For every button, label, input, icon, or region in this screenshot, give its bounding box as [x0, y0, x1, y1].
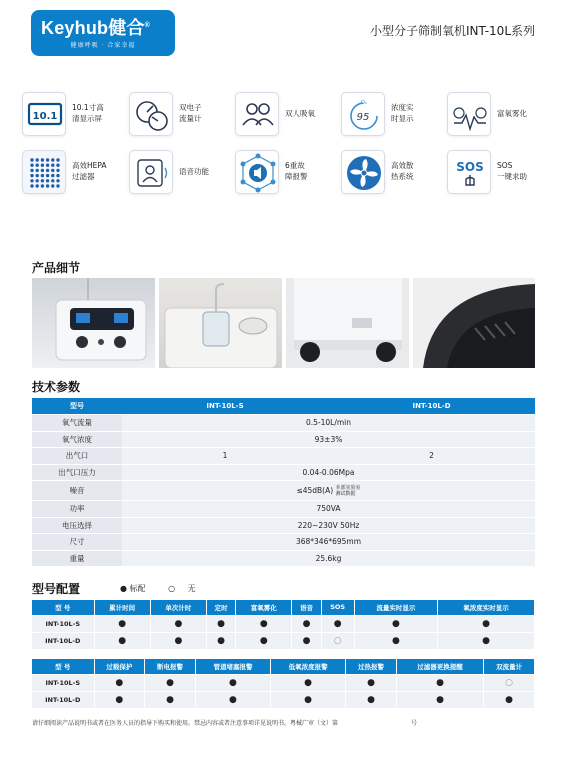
feature-availability: ● [150, 615, 206, 632]
column-header: 过载保护 [94, 659, 145, 674]
table-row [32, 448, 535, 465]
feature-availability: ○ [484, 674, 535, 691]
feature-availability: ● [207, 615, 236, 632]
column-header: 氧浓度实时显示 [438, 600, 535, 615]
feature-availability: ● [346, 691, 397, 708]
svg-text:95: 95 [356, 112, 370, 123]
table-header-row [32, 398, 535, 415]
feature-availability: ● [236, 632, 292, 649]
feature-label: 流量计 [179, 114, 202, 123]
column-header: 富氧雾化 [236, 600, 292, 615]
row-value-d: 2 [328, 448, 535, 465]
feature-availability: ● [346, 674, 397, 691]
table-row [32, 415, 535, 432]
svg-text:10.1: 10.1 [32, 111, 58, 122]
feature-availability: ● [195, 674, 270, 691]
page-title: 小型分子筛制氧机INT-10L系列 [369, 24, 535, 38]
table-row [32, 615, 535, 632]
product-photos [32, 278, 535, 368]
row-label: INT-10L-S [32, 615, 94, 632]
table-row [32, 534, 535, 551]
config-table-1 [32, 600, 535, 650]
column-header: 断电报警 [145, 659, 196, 674]
row-label: 噪音 [32, 481, 122, 501]
atomization-icon [447, 92, 491, 136]
feature-label: 6重故 [285, 161, 305, 170]
table-row [32, 517, 535, 534]
spec-table [32, 398, 535, 567]
table-row [32, 674, 535, 691]
column-header: INT-10L-S [122, 398, 328, 415]
table-row [32, 501, 535, 518]
row-value: 25.6kg [122, 550, 535, 567]
feature-availability: ● [354, 632, 437, 649]
feature-label: 10.1寸高 [72, 103, 104, 112]
voice-icon [129, 150, 173, 194]
photo-control-panel [32, 278, 155, 368]
table-row [32, 481, 535, 501]
legend-empty: ○ 无 [168, 584, 196, 593]
row-label: 氧气浓度 [32, 431, 122, 448]
row-value: 750VA [122, 501, 535, 518]
feature-availability: ● [354, 615, 437, 632]
column-header: SOS [321, 600, 354, 615]
feature-availability: ○ [321, 632, 354, 649]
row-value: 0.04-0.06Mpa [122, 464, 535, 481]
noise-value: ≤45dB(A) [296, 485, 334, 495]
table-row [32, 431, 535, 448]
concentration-icon [341, 92, 385, 136]
feature-label: 时显示 [391, 114, 414, 123]
feature-label: 高效散 [391, 161, 414, 170]
column-header: 型 号 [32, 659, 94, 674]
column-header: 定时 [207, 600, 236, 615]
column-header: 过热报警 [346, 659, 397, 674]
feature-availability: ● [145, 674, 196, 691]
svg-text:SOS: SOS [456, 160, 484, 174]
feature-availability: ● [195, 691, 270, 708]
row-label: 尺寸 [32, 534, 122, 551]
row-value: 368*346*695mm [122, 534, 535, 551]
row-value: 220~230V 50Hz [122, 517, 535, 534]
footer-disclaimer: 请仔细阅读产品说明书或者在医务人员的指导下购买和使用。禁忌内容或者注意事项详见说明书。粤械广审（文）第 [32, 720, 339, 727]
feature-label: SOS [497, 161, 513, 170]
feature-availability: ● [94, 632, 150, 649]
feature-label: 语音功能 [179, 167, 209, 176]
noise-note: 本部实验室 测试数据 [335, 484, 361, 497]
photo-wheels [286, 278, 409, 368]
feature-label: 一键求助 [497, 172, 527, 181]
brand-tagline: 健康呼吸 · 合家幸福 [70, 42, 136, 49]
feature-availability: ● [292, 615, 321, 632]
hepa-filter-icon [22, 150, 66, 194]
feature-availability: ● [207, 632, 236, 649]
feature-label: 障报警 [285, 172, 308, 181]
table-header-row [32, 659, 535, 674]
row-label: 重量 [32, 550, 122, 567]
feature-availability: ● [396, 691, 483, 708]
table-row [32, 691, 535, 708]
column-header: 低氧浓度报警 [271, 659, 346, 674]
feature-label: 热系统 [391, 172, 414, 181]
column-header: 累计时间 [94, 600, 150, 615]
table-header-row [32, 600, 535, 615]
legend-filled: ● 标配 [120, 584, 146, 593]
column-header: 单次计时 [150, 600, 206, 615]
section-title-specs: 技术参数 [32, 380, 81, 394]
feature-availability: ● [94, 674, 145, 691]
photo-vent [413, 278, 535, 368]
section-title-config: 型号配置 [32, 582, 81, 596]
feature-label: 双人吸氧 [285, 109, 315, 118]
dual-gauge-icon [129, 92, 173, 136]
feature-availability: ● [484, 691, 535, 708]
column-header: 语音 [292, 600, 321, 615]
feature-availability: ● [292, 632, 321, 649]
table-row [32, 464, 535, 481]
feature-availability: ● [150, 632, 206, 649]
row-label: 功率 [32, 501, 122, 518]
feature-availability: ● [145, 691, 196, 708]
display-icon [22, 92, 66, 136]
brand-name: Keyhub健合® [41, 18, 150, 38]
column-header: 型 号 [32, 600, 94, 615]
svg-text:O₂: O₂ [361, 100, 367, 106]
feature-label: 双电子 [179, 103, 202, 112]
fan-icon [341, 150, 385, 194]
row-label: 氧气流量 [32, 415, 122, 432]
column-header: 流量实时显示 [354, 600, 437, 615]
feature-label: 浓度实 [391, 103, 414, 112]
row-value-s: 1 [122, 448, 328, 465]
row-label: 出气口压力 [32, 464, 122, 481]
footer-suffix: 号 [411, 720, 418, 727]
sos-icon [447, 150, 491, 194]
row-label: INT-10L-D [32, 632, 94, 649]
column-header: 管道堵塞报警 [195, 659, 270, 674]
feature-label: 富氧雾化 [497, 109, 527, 118]
section-title-details: 产品细节 [32, 261, 81, 275]
table-row [32, 550, 535, 567]
config-legend [120, 583, 216, 594]
two-people-icon [235, 92, 279, 136]
feature-label: 清显示屏 [72, 114, 102, 123]
feature-availability: ● [438, 615, 535, 632]
feature-availability: ● [236, 615, 292, 632]
feature-label: 过滤器 [72, 172, 95, 181]
feature-availability: ● [396, 674, 483, 691]
feature-availability: ● [321, 615, 354, 632]
feature-availability: ● [438, 632, 535, 649]
feature-availability: ● [271, 691, 346, 708]
table-row [32, 632, 535, 649]
row-value: 93±3% [122, 431, 535, 448]
config-table-2 [32, 659, 535, 709]
row-label: INT-10L-S [32, 674, 94, 691]
row-label: INT-10L-D [32, 691, 94, 708]
brand-logo [31, 10, 175, 56]
row-value [122, 481, 535, 501]
row-label: 出气口 [32, 448, 122, 465]
feature-label: 高效HEPA [72, 161, 107, 170]
feature-availability: ● [94, 615, 150, 632]
alarm-icon [235, 150, 279, 194]
row-value: 0.5-10L/min [122, 415, 535, 432]
feature-availability: ● [94, 691, 145, 708]
column-header: INT-10L-D [328, 398, 535, 415]
column-header: 过滤器更换提醒 [396, 659, 483, 674]
column-header: 双流量计 [484, 659, 535, 674]
column-header: 型号 [32, 398, 122, 415]
row-label: 电压选择 [32, 517, 122, 534]
photo-humidifier [159, 278, 282, 368]
feature-availability: ● [271, 674, 346, 691]
